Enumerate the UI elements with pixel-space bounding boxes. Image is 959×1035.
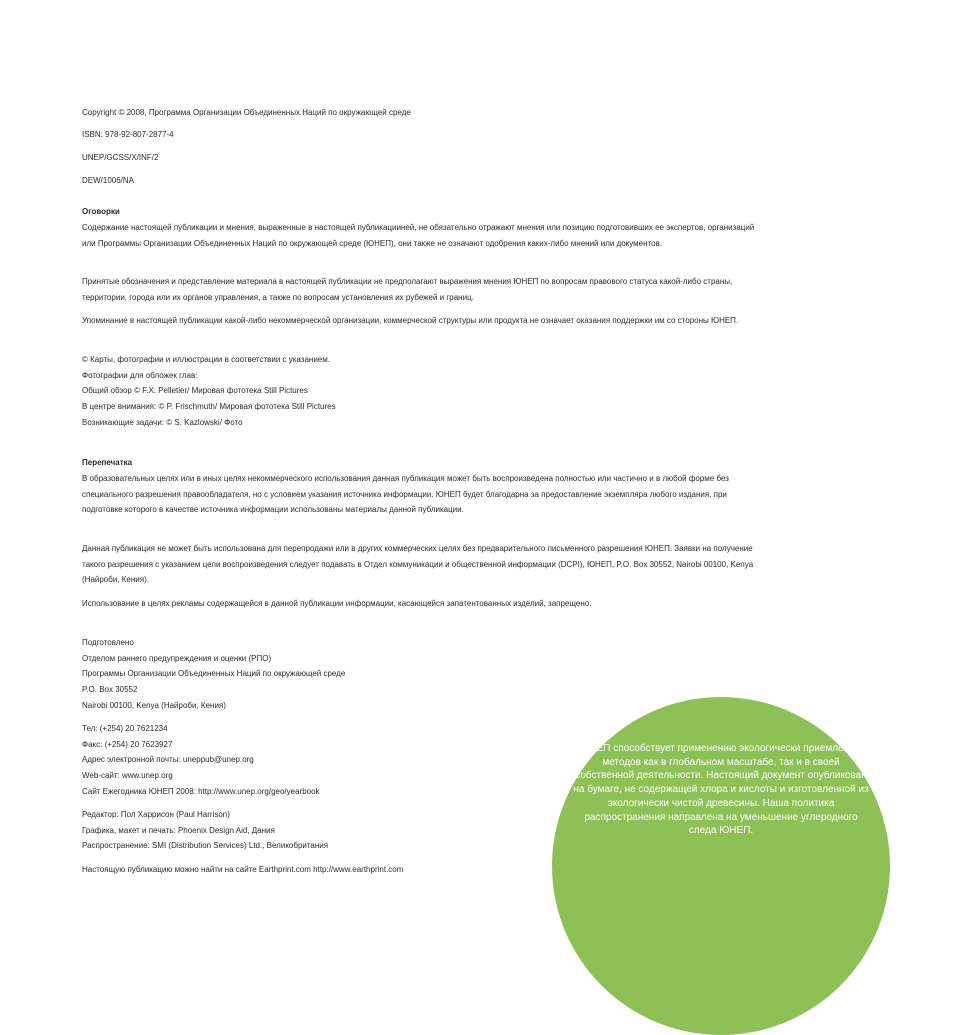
photo-credits: [82, 352, 336, 431]
prepared-line: Подготовлено: [82, 638, 134, 647]
disclaimer-paragraph: Содержание настоящей публикации и мнения, выраженные в настоящей публикацииней, не обязательно отражают мнения или позицию подготовивших ее экспертов, организаций или Программы Организации Объединенных Наций по окружающей среде (ЮНЕП), они также не означают одобрения каких-либо мнений или документов.: [82, 223, 755, 248]
prepared-line: Отделом раннего предупреждения и оценки (РПО): [82, 653, 272, 663]
email-line: Адрес электронной почты: uneppub@unep.org: [82, 755, 254, 765]
distribution-line: Распространение: SMI (Distribution Services) Ltd., Великобритания: [82, 841, 329, 851]
phone-line: Тел: (+254) 20 7621234: [82, 724, 168, 733]
credit-line: Фотографии для обложек глав:: [82, 370, 198, 380]
disclaimer-paragraph: Упоминание в настоящей публикации какой-либо некоммерческой организации, коммерческой структуры или продукта не означает оказания поддержки им со стороны ЮНЕП.: [82, 316, 739, 325]
copyright-line: Copyright © 2008, Программа Организации Объединенных Наций по окружающей среде: [82, 108, 411, 117]
credit-line: Общий обзор © F.X. Pelletier/ Мировая фототека Still Pictures: [82, 386, 308, 396]
job-number: DEW/1006/NA: [82, 176, 135, 185]
disclaimers-heading: Оговорки: [82, 207, 120, 216]
credit-line: © Карты, фотографии и иллюстрации в соответствии с указанием.: [82, 355, 330, 364]
contacts: [82, 721, 320, 800]
fax-line: Факс: (+254) 20 7623927: [82, 739, 173, 749]
website-line: Web-сайт: www.unep.org: [82, 771, 173, 781]
availability-line: Настоящую публикацию можно найти на сайте Earthprint.com http://www.earthprint.com: [82, 865, 404, 874]
prepared-line: P.O. Box 30552: [82, 685, 138, 695]
design-line: Графика, макет и печать: Phoenix Design Aid, Дания: [82, 825, 275, 835]
reprint-paragraph: Данная публикация не может быть использована для перепродажи или в других коммерческих целях без предварительного письменного разрешения ЮНЕП. Заявки на получение такого разрешения с указанием цели воспроизведения следует подавать в Отдел коммуникации и общественной информации (DCPI), ЮНЕП, P.O. Box 30552, Nairobi 00100, Kenya (Найроби, Кения).: [82, 544, 754, 585]
credit-line: Возникающие задачи: © S. Kazlowski/ Фото: [82, 417, 243, 427]
disclaimer-paragraph: Принятые обозначения и представление материала в настоящей публикации не предполагают выражения мнения ЮНЕП по вопросам правового статуса какой-либо страны, территории, города или их органов управления, а также по вопросам установления их рубежей и границ.: [82, 277, 733, 302]
document-code: UNEP/GCSS/X/INF/2: [82, 153, 159, 162]
reprint-heading: Перепечатка: [82, 458, 133, 467]
prepared-line: Nairobi 00100, Kenya (Найроби, Кения): [82, 700, 226, 710]
prepared-line: Программы Организации Объединенных Наций по окружающей среде: [82, 669, 346, 679]
prepared-by: [82, 635, 345, 714]
reprint-paragraph: В образовательных целях или в иных целях некоммерческого использования данная публикация может быть воспроизведена полностью или частично и в любой форме без специального разрешения правообладателя, но с условием указания источника информации. ЮНЕП будет благодарна за предоставление экземпляра любого издания, при подготовке которого в качестве источника информации использованы материалы данной публикации.: [82, 474, 729, 515]
isbn-line: ISBN: 978-92-807-2877-4: [82, 130, 174, 139]
reprint-paragraph: Использование в целях рекламы содержащейся в данной публикации информации, касающейся запатентованных изделий, запрещено.: [82, 599, 592, 608]
production-credits: [82, 807, 328, 854]
yearbook-site-line: Сайт Ежегодника ЮНЕП 2008: http://www.unep.org/geo/yearbook: [82, 786, 320, 796]
editor-line: Редактор: Пол Харрисон (Paul Harrison): [82, 810, 230, 819]
credit-line: В центре внимания: © P. Frischmuth/ Мировая фототека Still Pictures: [82, 402, 336, 412]
eco-statement: ЮНЕП способствует применению экологически приемлемых методов как в глобальном масштабе, так и в своей собственной деятельности. Настоящий документ опубликован на бумаге, не содержащей хлора и кислоты и изготовленной из экологически чистой древесины. Наша политика распространения направлена на уменьшение углеродного следа ЮНЕП.: [573, 743, 869, 837]
